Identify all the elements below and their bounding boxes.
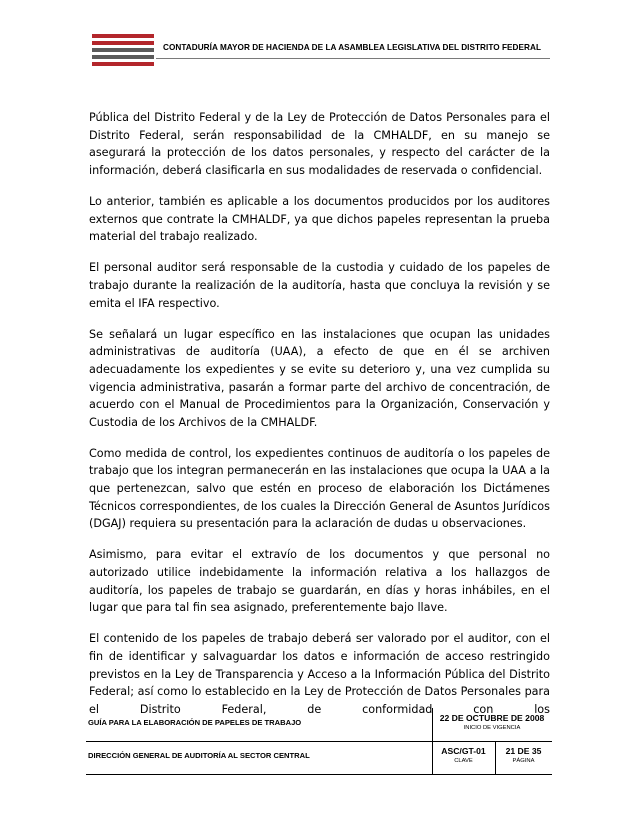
paragraph-6: Asimismo, para evitar el extravío de los documentos y que personal no autorizado utilice indebidamente la información relativa a los hallazgos de auditoría, los papeles de trabajo se guardarán, en días y horas inhábiles, en el lugar que para tal fin sea asignado, preferentemente bajo llave.	[89, 548, 550, 615]
paragraph-3: El personal auditor será responsable de la custodia y cuidado de los papeles de trabajo durante la realización de la auditoría, hasta que concluya la revisión y se emita el IFA respectivo.	[89, 261, 550, 310]
footer-date: 22 DE OCTUBRE DE 2008	[439, 713, 545, 723]
footer-page: 21 DE 35	[505, 746, 542, 756]
header-title: CONTADURÍA MAYOR DE HACIENDA DE LA ASAMBLEA LEGISLATIVA DEL DISTRITO FEDERAL	[163, 43, 541, 52]
footer-divider-bottom	[86, 774, 552, 775]
footer-guide-title: GUÍA PARA LA ELABORACIÓN DE PAPELES DE TRABAJO	[88, 718, 302, 727]
footer-page-label: PÁGINA	[512, 758, 535, 764]
paragraph-5: Como medida de control, los expedientes continuos de auditoría o los papeles de trabajo que los integran permanecerán en las instalaciones que ocupa la UAA a la que pertenezcan, salvo que estén en proceso de elaboración los Dictámenes Técnicos correspondientes, de los cuales la Dirección General de Asuntos Jurídicos (DGAJ) requiera su presentación para la aclaración de dudas u observaciones.	[89, 446, 550, 531]
striped-bars-logo-icon	[92, 34, 154, 70]
paragraph-4: Se señalará un lugar específico en las instalaciones que ocupan las unidades administrativas de auditoría (UAA), a efecto de que en él se archiven adecuadamente los expedientes y se evite su deterioro y, una vez cumplida su vigencia administrativa, pasarán a formar parte del archivo de concentración, de acuerdo con el Manual de Procedimientos para la Organización, Conservación y Custodia de los Archivos de la CMHALDF.	[89, 327, 550, 429]
paragraph-1: Pública del Distrito Federal y de la Ley de Protección de Datos Personales para el Distrito Federal, serán responsabilidad de la CMHALDF, en su manejo se asegurará la protección de los datos personales, y respecto del carácter de la información, deberá clasificarla en sus modalidades de reservada o confidencial.	[89, 111, 550, 177]
footer-table	[86, 708, 552, 774]
footer-date-label: INICIO DE VIGENCIA	[463, 725, 521, 731]
document-body	[89, 109, 550, 732]
paragraph-2: Lo anterior, también es aplicable a los documentos producidos por los auditores externos que contrate la CMHALDF, ya que dichos papeles representan la prueba material del trabajo realizado.	[89, 194, 550, 244]
footer-divider-middle	[86, 741, 552, 742]
header-divider	[156, 58, 550, 59]
footer-code: ASC/GT-01	[441, 746, 486, 756]
paragraph-7: El contenido de los papeles de trabajo deberá ser valorado por el auditor, con el fin de identificar y salvaguardar los datos e información de acceso restringido previstos en la Ley de Transparencia y Acceso a la Información Pública del Distrito Federal; así como lo establecido en la Ley de Protección de Datos Personales para el Distrito Federal, de conformidad con los	[89, 632, 550, 716]
footer-direction: DIRECCIÓN GENERAL DE AUDITORÍA AL SECTOR CENTRAL	[88, 751, 310, 760]
footer-code-label: CLAVE	[454, 758, 473, 764]
